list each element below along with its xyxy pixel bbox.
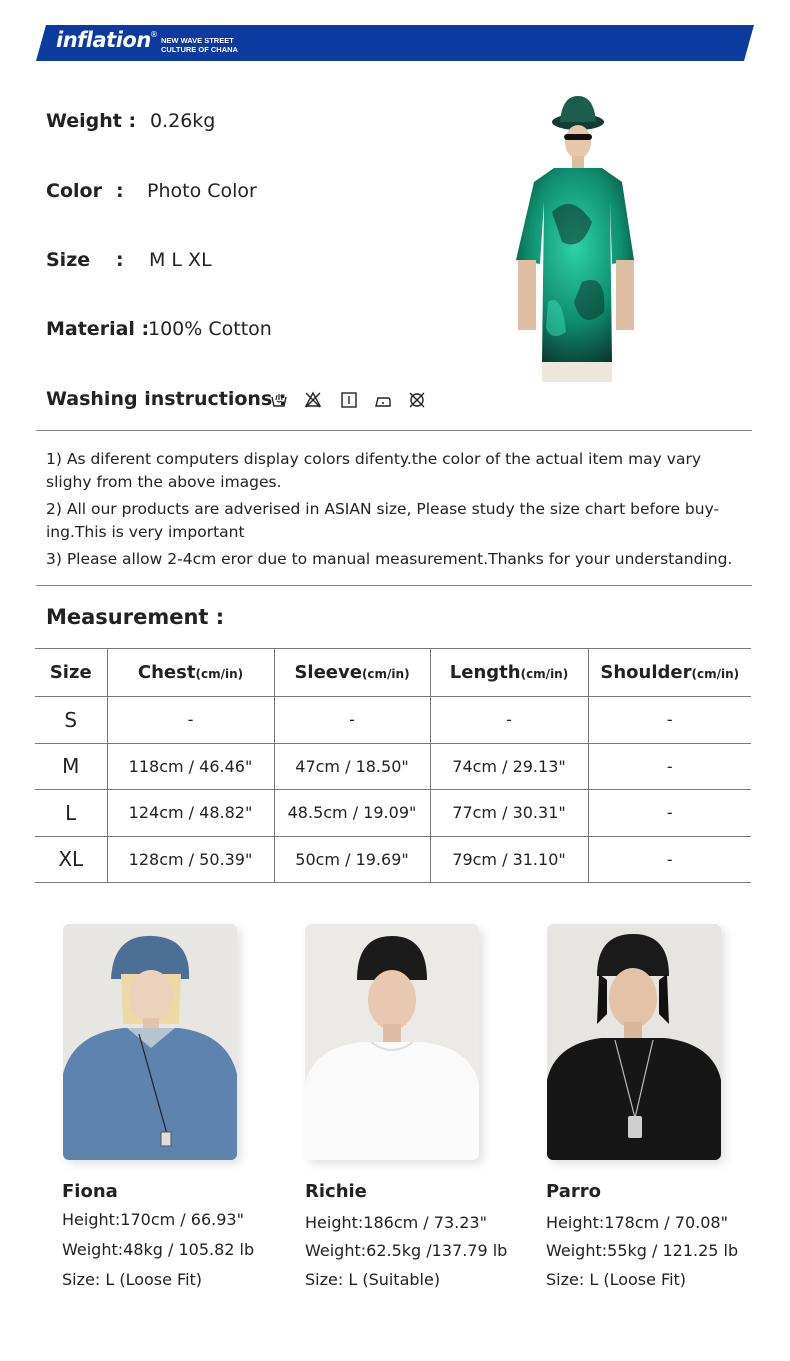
tagline-line-2: CULTURE OF CHANA: [161, 45, 238, 54]
model-weight-richie: Weight:62.5kg /137.79 lb: [305, 1241, 508, 1260]
row-sleeve: -: [274, 697, 430, 744]
model-photo-parro: [547, 924, 721, 1160]
note-3: 3) Please allow 2-4cm eror due to manual measurement.Thanks for your understanding.: [46, 550, 733, 568]
row-shoulder: -: [588, 836, 751, 883]
header-length: Length(cm/in): [430, 649, 588, 697]
divider-top: [36, 430, 752, 431]
table-row: [35, 836, 751, 883]
spec-weight-value: 0.26kg: [150, 110, 216, 132]
spec-material-label: Material :: [46, 318, 150, 340]
row-shoulder: -: [588, 697, 751, 744]
brand-logo: inflation: [56, 28, 151, 52]
brand-banner: [36, 25, 754, 61]
washing-instructions-label: Washing instructions :: [46, 388, 287, 410]
registered-mark: ®: [150, 30, 158, 39]
spec-material: [46, 318, 272, 340]
model-photo-richie: [305, 924, 479, 1160]
row-size: XL: [35, 836, 107, 883]
row-sleeve: 47cm / 18.50": [274, 743, 430, 790]
table-row: [35, 743, 751, 790]
row-size: L: [35, 790, 107, 837]
row-chest: 124cm / 48.82": [107, 790, 274, 837]
row-chest: 118cm / 46.46": [107, 743, 274, 790]
model-height-parro: Height:178cm / 70.08": [546, 1213, 728, 1232]
row-chest: -: [107, 697, 274, 744]
header-shoulder: Shoulder(cm/in): [588, 649, 751, 697]
brand-tagline: [161, 36, 238, 54]
model-weight-parro: Weight:55kg / 121.25 lb: [546, 1241, 739, 1260]
row-shoulder: -: [588, 743, 751, 790]
model-height-richie: Height:186cm / 73.23": [305, 1213, 487, 1232]
iron-low-icon: [374, 391, 392, 409]
spec-material-value: 100% Cotton: [148, 318, 272, 340]
spec-color: [46, 180, 257, 202]
row-length: -: [430, 697, 588, 744]
spec-color-label: Color: [46, 180, 102, 202]
header-size: Size: [35, 649, 107, 697]
model-size-parro: Size: L (Loose Fit): [546, 1270, 687, 1289]
model-photo-fiona: [63, 924, 237, 1160]
product-model-photo: [512, 92, 640, 382]
row-length: 79cm / 31.10": [430, 836, 588, 883]
spec-weight-label: Weight :: [46, 110, 137, 132]
spec-color-value: Photo Color: [147, 180, 257, 202]
row-sleeve: 48.5cm / 19.09": [274, 790, 430, 837]
divider-bottom: [36, 585, 752, 586]
model-name-fiona: Fiona: [62, 1181, 118, 1202]
spec-weight: [46, 110, 216, 132]
model-size-fiona: Size: L (Loose Fit): [62, 1270, 203, 1289]
model-name-parro: Parro: [546, 1181, 601, 1202]
dry-flat-icon: [340, 391, 358, 409]
model-size-richie: Size: L (Suitable): [305, 1270, 441, 1289]
row-sleeve: 50cm / 19.69": [274, 836, 430, 883]
row-length: 77cm / 30.31": [430, 790, 588, 837]
model-height-fiona: Height:170cm / 66.93": [62, 1210, 244, 1229]
spec-size-value: M L XL: [149, 249, 212, 271]
row-size: M: [35, 743, 107, 790]
note-1: 1) As diferent computers display colors difenty.the color of the actual item may vary slighy from the above images.: [46, 450, 701, 491]
spec-size: [46, 249, 212, 271]
row-chest: 128cm / 50.39": [107, 836, 274, 883]
row-length: 74cm / 29.13": [430, 743, 588, 790]
spec-size-label: Size: [46, 249, 91, 271]
spec-size-colon: :: [116, 249, 124, 271]
notes-section: [46, 448, 746, 575]
note-2: 2) All our products are adverised in ASIAN size, Please study the size chart before buy-ing.This is very important: [46, 500, 720, 541]
spec-color-colon: :: [116, 180, 124, 202]
table-row: [35, 790, 751, 837]
header-sleeve: Sleeve(cm/in): [274, 649, 430, 697]
row-shoulder: -: [588, 790, 751, 837]
measurement-title: Measurement :: [46, 605, 225, 629]
do-not-dry-clean-icon: [408, 391, 426, 409]
model-weight-fiona: Weight:48kg / 105.82 lb: [62, 1240, 255, 1259]
table-row: [35, 697, 751, 744]
do-not-bleach-icon: [304, 391, 322, 409]
model-name-richie: Richie: [305, 1181, 367, 1202]
hand-wash-icon: [270, 391, 288, 409]
tagline-line-1: NEW WAVE STREET: [161, 36, 234, 45]
header-chest: Chest(cm/in): [107, 649, 274, 697]
measurement-table: [35, 648, 751, 883]
table-header-row: [35, 649, 751, 697]
row-size: S: [35, 697, 107, 744]
